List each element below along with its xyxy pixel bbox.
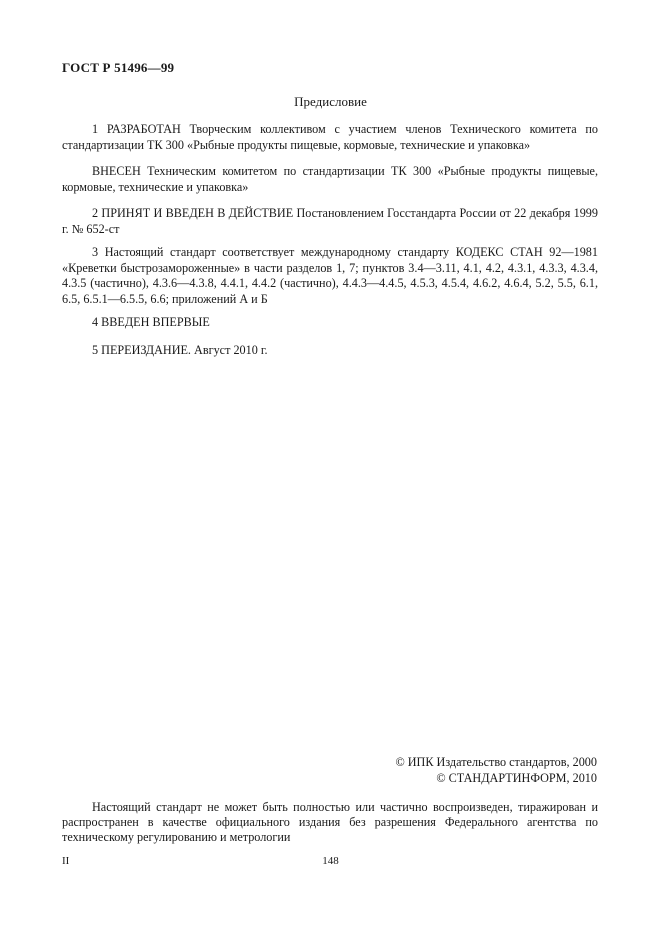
- roman-page-number: II: [62, 855, 70, 867]
- copyright-line: © СТАНДАРТИНФОРМ, 2010: [436, 771, 597, 785]
- paragraph-text: 4 ВВЕДЕН ВПЕРВЫЕ: [92, 315, 210, 329]
- paragraph-text: 1 РАЗРАБОТАН Творческим коллективом с участием членов Технического комитета по стандартизации ТК 300 «Рыбные продукты пищевые, кормовые, технические и упаковка»: [62, 122, 598, 152]
- copyright-block: [395, 754, 597, 786]
- copyright-line: © ИПК Издательство стандартов, 2000: [395, 755, 597, 769]
- paragraph-text: 5 ПЕРЕИЗДАНИЕ. Август 2010 г.: [92, 343, 268, 357]
- paragraph-text: ВНЕСЕН Техническим комитетом по стандартизации ТК 300 «Рыбные продукты пищевые, кормовые, технические и упаковка»: [62, 164, 598, 194]
- notice-text: Настоящий стандарт не может быть полностью или частично воспроизведен, тиражирован и распространен в качестве официального издания без разрешения Федерального агентства по техническому регулированию и метрологии: [62, 800, 598, 844]
- paragraph-text: 2 ПРИНЯТ И ВВЕДЕН В ДЕЙСТВИЕ Постановлением Госстандарта России от 22 декабря 1999 г. № 652-ст: [62, 206, 598, 236]
- paragraph-reissue: [62, 343, 598, 359]
- paragraph-first-introduced: [62, 315, 598, 331]
- section-title: Предисловие: [294, 94, 367, 109]
- paragraph-introduced-by: [62, 164, 598, 195]
- paragraph-adopted: [62, 206, 598, 237]
- paragraph-text: 3 Настоящий стандарт соответствует международному стандарту КОДЕКС СТАН 92—1981 «Креветки быстрозамороженные» в части разделов 1, 7; пунктов 3.4—3.11, 4.1, 4.2, 4.3.1, 4.3.3, 4.3.4, 4.3.5 (частично), 4.3.6—4.3.8, 4.4.1, 4.4.2 (частично), 4.4.3—4.4.5, 4.5.3, 4.5.4, 4.6.2, 4.6.4, 5.2, 5.5, 6.1, 6.5, 6.5.1—6.5.5, 6.6; приложений А и Б: [62, 245, 598, 306]
- reproduction-notice: [62, 800, 598, 845]
- paragraph-conformity: [62, 245, 598, 307]
- standard-code-header: ГОСТ Р 51496—99: [62, 60, 175, 75]
- paragraph-developed-by: [62, 122, 598, 153]
- page-number: 148: [322, 855, 339, 867]
